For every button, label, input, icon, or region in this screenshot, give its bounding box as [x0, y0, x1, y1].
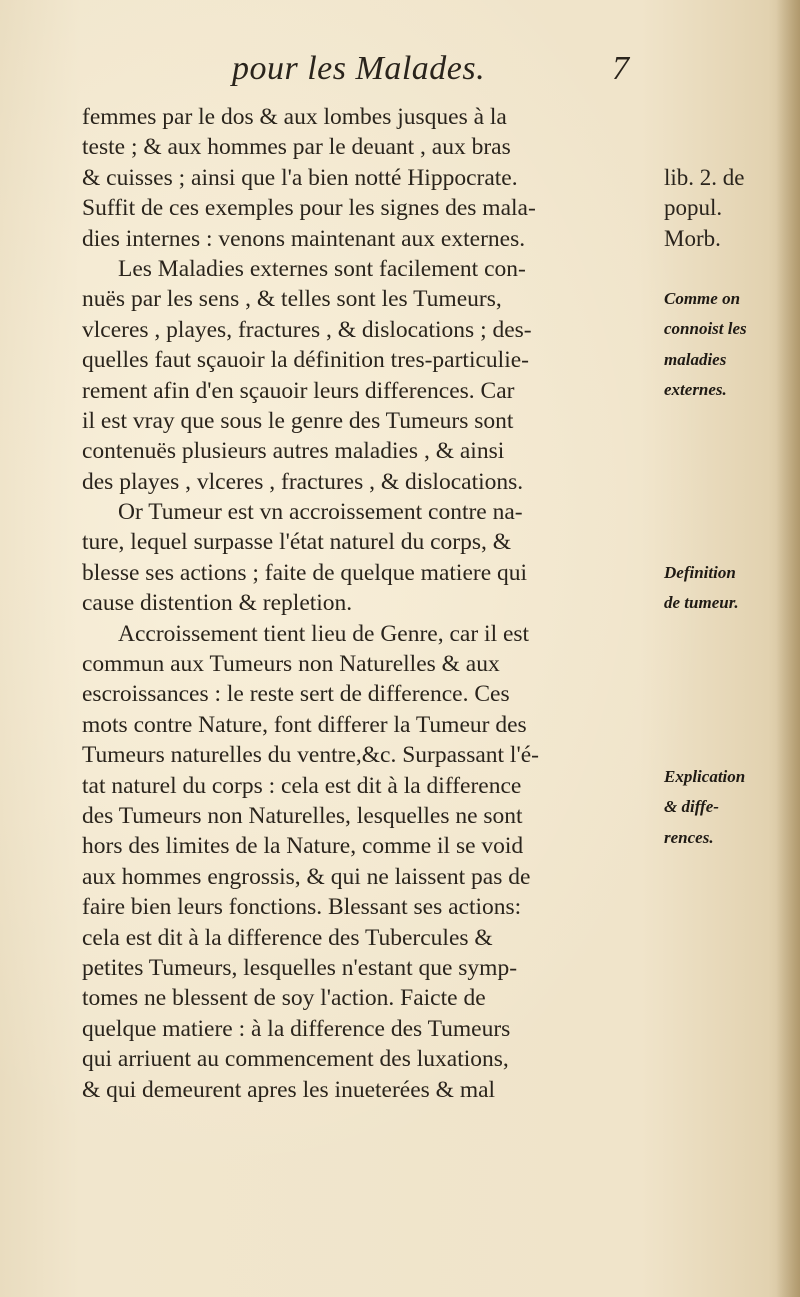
text-line: cause distention & repletion. [82, 590, 353, 617]
text-line: Tumeurs naturelles du ventre,&c. Surpassant l'é- [82, 742, 539, 769]
margin-note-line: externes. [664, 380, 727, 400]
reference-line: popul. [664, 195, 723, 221]
margin-note-line: connoist les [664, 319, 747, 339]
page-number: 7 [612, 50, 629, 87]
text-line: tat naturel du corps : cela est dit à la difference [82, 772, 522, 799]
text-line: nuës par les sens , & telles sont les Tumeurs, [82, 286, 502, 313]
text-line: Accroissement tient lieu de Genre, car il est [118, 620, 530, 647]
margin-note-line: de tumeur. [664, 593, 739, 613]
text-line: contenuës plusieurs autres maladies , & ainsi [82, 438, 505, 465]
text-line: des Tumeurs non Naturelles, lesquelles ne sont [82, 802, 523, 829]
margin-note-line: Definition [664, 563, 736, 582]
running-title: pour les Malades. [232, 50, 486, 87]
body-text [82, 102, 672, 1105]
text-line: qui arriuent au commencement des luxations, [82, 1046, 509, 1073]
text-line: il est vray que sous le genre des Tumeurs sont [82, 407, 514, 434]
text-line: blesse ses actions ; faite de quelque matiere qui [82, 559, 528, 586]
text-line: aux hommes engrossis, & qui ne laissent pas de [82, 863, 531, 890]
reference-line: lib. 2. de [664, 165, 745, 190]
text-line: petites Tumeurs, lesquelles n'estant que symp- [82, 954, 518, 981]
text-line: cela est dit à la difference des Tubercules & [82, 924, 493, 951]
marginal-reference [664, 163, 794, 254]
text-line: faire bien leurs fonctions. Blessant ses actions: [82, 894, 522, 921]
text-line: commun aux Tumeurs non Naturelles & aux [82, 651, 500, 678]
text-line: quelque matiere : à la difference des Tumeurs [82, 1015, 511, 1042]
text-line: dies internes : venons maintenant aux externes. [82, 225, 526, 252]
text-line: des playes , vlceres , fractures , & dislocations. [82, 468, 524, 495]
margin-note-line: rences. [664, 827, 714, 847]
margin-note-line: & diffe- [664, 797, 719, 817]
text-line: hors des limites de la Nature, comme il se void [82, 833, 524, 860]
margin-note-line: maladies [664, 349, 727, 369]
text-line: & cuisses ; ainsi que l'a bien notté Hippocrate. [82, 164, 518, 191]
margin-note-line: Comme on [664, 289, 741, 308]
text-line: femmes par le dos & aux lombes jusques à la [82, 104, 507, 130]
text-line: vlceres , playes, fractures , & dislocations ; des- [82, 316, 532, 343]
text-line: Les Maladies externes sont facilement con- [118, 255, 526, 282]
text-line: Or Tumeur est vn accroissement contre na- [118, 499, 523, 526]
page-edge-shadow [776, 0, 800, 1297]
text-line: quelles faut sçauoir la définition tres-particulie- [82, 347, 529, 374]
reference-line: Morb. [664, 225, 721, 251]
text-line: ture, lequel surpasse l'état naturel du corps, & [82, 529, 512, 556]
text-line: Suffit de ces exemples pour les signes des mala- [82, 195, 536, 222]
text-line: & qui demeurent apres les inueterées & mal [82, 1076, 496, 1103]
text-line: mots contre Nature, font differer la Tumeur des [82, 711, 527, 738]
margin-note-line: Explication [664, 767, 746, 786]
text-line: teste ; & aux hommes par le deuant , aux bras [82, 134, 511, 161]
page-header [0, 46, 800, 96]
text-line: tomes ne blessent de soy l'action. Faicte de [82, 985, 486, 1012]
text-line: rement afin d'en sçauoir leurs differences. Car [82, 377, 515, 404]
text-line: escroissances : le reste sert de difference. Ces [82, 681, 510, 708]
